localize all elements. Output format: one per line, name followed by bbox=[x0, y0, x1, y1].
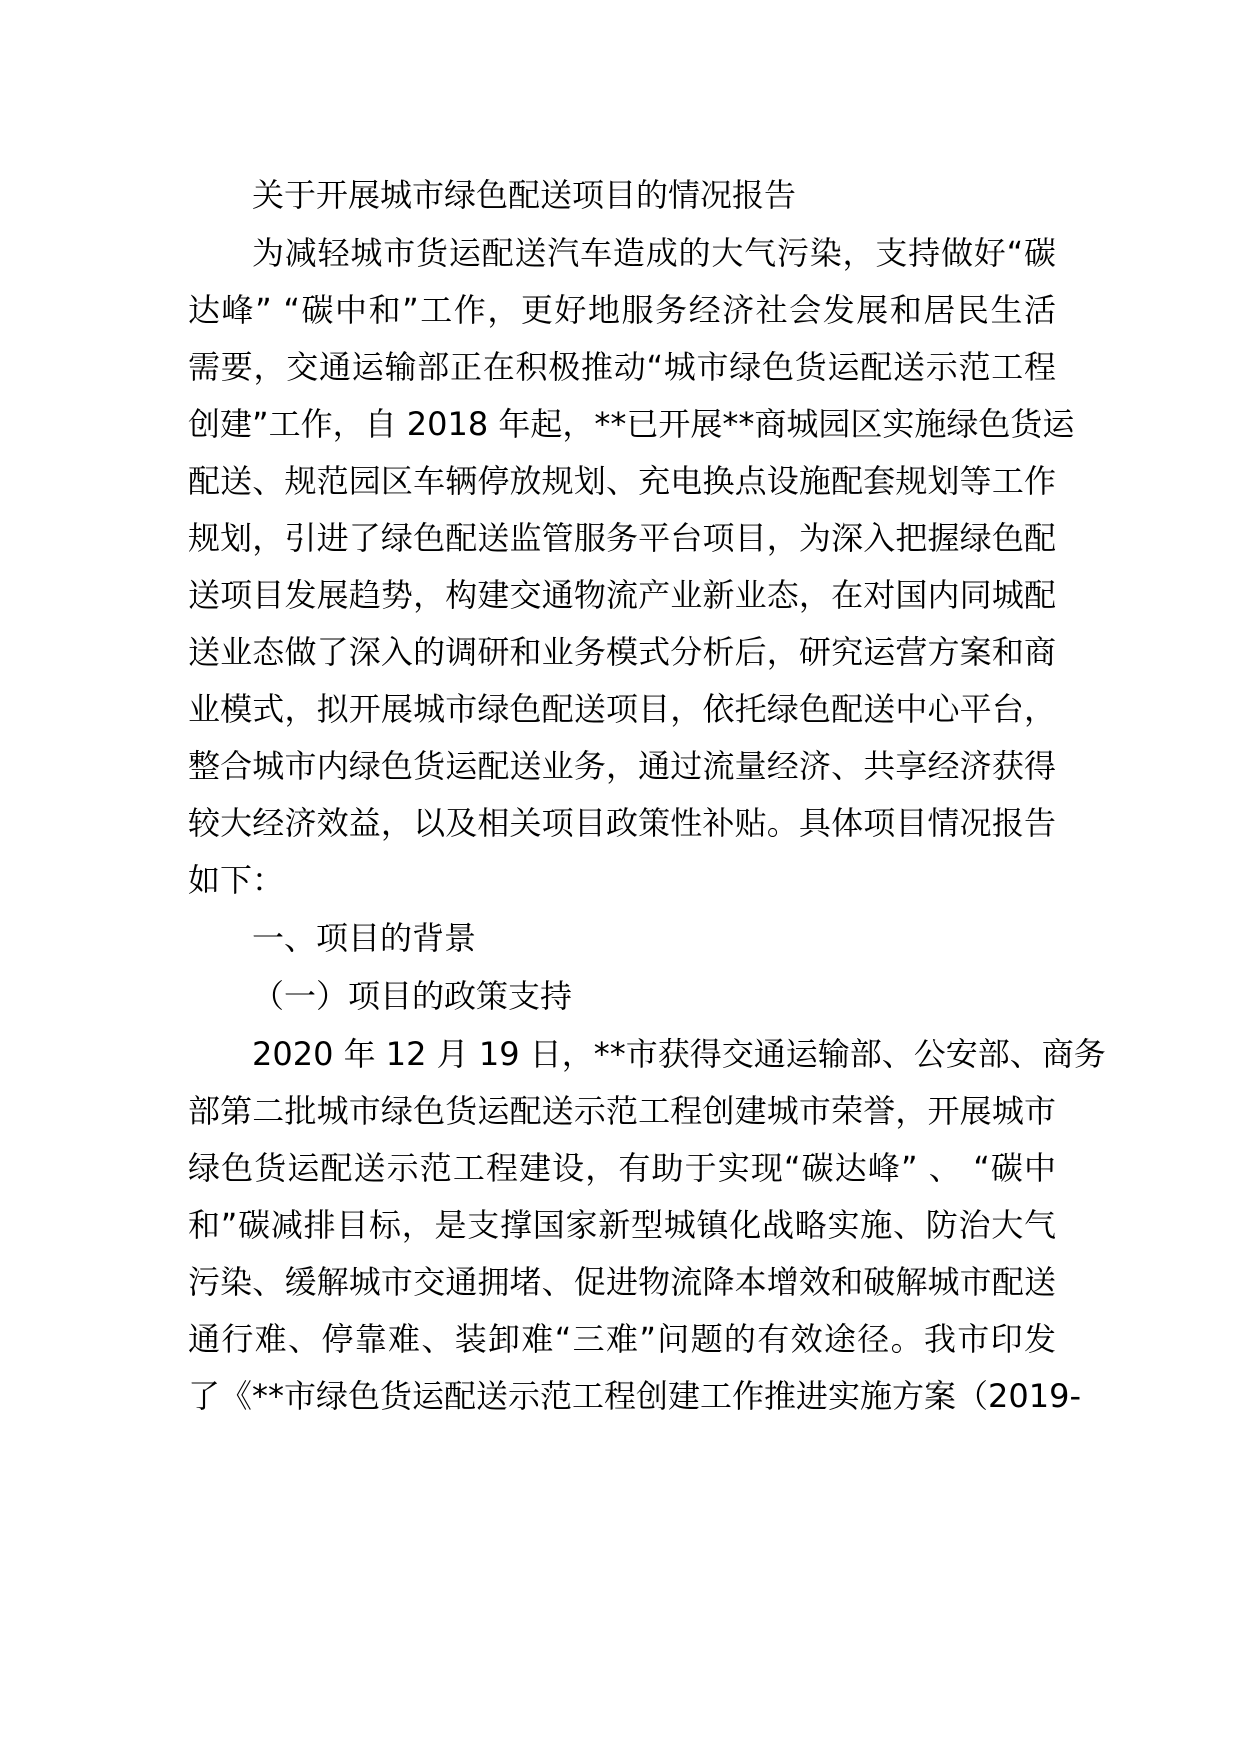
paragraph-line: 送业态做了深入的调研和业务模式分析后，研究运营方案和商 bbox=[188, 633, 1056, 671]
section-heading: 一、项目的背景 bbox=[252, 919, 477, 957]
paragraph-line: 创建”工作，自 2018 年起，**已开展**商城园区实施绿色货运 bbox=[188, 405, 1075, 443]
paragraph-line: 送项目发展趋势，构建交通物流产业新业态，在对国内同城配 bbox=[188, 576, 1056, 614]
paragraph-line: 需要，交通运输部正在积极推动“城市绿色货运配送示范工程 bbox=[188, 348, 1056, 386]
paragraph-line: 规划，引进了绿色配送监管服务平台项目，为深入把握绿色配 bbox=[188, 519, 1056, 557]
paragraph-line: 达峰” “碳中和”工作，更好地服务经济社会发展和居民生活 bbox=[188, 291, 1056, 329]
subsection-heading: （一）项目的政策支持 bbox=[252, 977, 573, 1015]
paragraph-line: 业模式，拟开展城市绿色配送项目，依托绿色配送中心平台， bbox=[188, 690, 1056, 728]
paragraph-line: 部第二批城市绿色货运配送示范工程创建城市荣誉，开展城市 bbox=[188, 1092, 1056, 1130]
paragraph-line: 了《**市绿色货运配送示范工程创建工作推进实施方案（2019- bbox=[188, 1377, 1081, 1415]
paragraph-line: 和”碳减排目标，是支撑国家新型城镇化战略实施、防治大气 bbox=[188, 1206, 1056, 1244]
paragraph-line: 2020 年 12 月 19 日，**市获得交通运输部、公安部、商务 bbox=[252, 1035, 1106, 1073]
paragraph-line: 绿色货运配送示范工程建设，有助于实现“碳达峰” 、 “碳中 bbox=[188, 1149, 1056, 1187]
paragraph-line: 较大经济效益，以及相关项目政策性补贴。具体项目情况报告 bbox=[188, 804, 1056, 842]
paragraph-line: 整合城市内绿色货运配送业务，通过流量经济、共享经济获得 bbox=[188, 747, 1056, 785]
paragraph-line: 配送、规范园区车辆停放规划、充电换点设施配套规划等工作 bbox=[188, 462, 1056, 500]
paragraph-line: 如下： bbox=[188, 861, 285, 899]
paragraph-line: 为减轻城市货运配送汽车造成的大气污染，支持做好“碳 bbox=[252, 234, 1056, 272]
paragraph-line: 污染、缓解城市交通拥堵、促进物流降本增效和破解城市配送 bbox=[188, 1263, 1056, 1301]
document-title: 关于开展城市绿色配送项目的情况报告 bbox=[252, 176, 797, 214]
paragraph-line: 通行难、停靠难、装卸难“三难”问题的有效途径。我市印发 bbox=[188, 1320, 1056, 1358]
